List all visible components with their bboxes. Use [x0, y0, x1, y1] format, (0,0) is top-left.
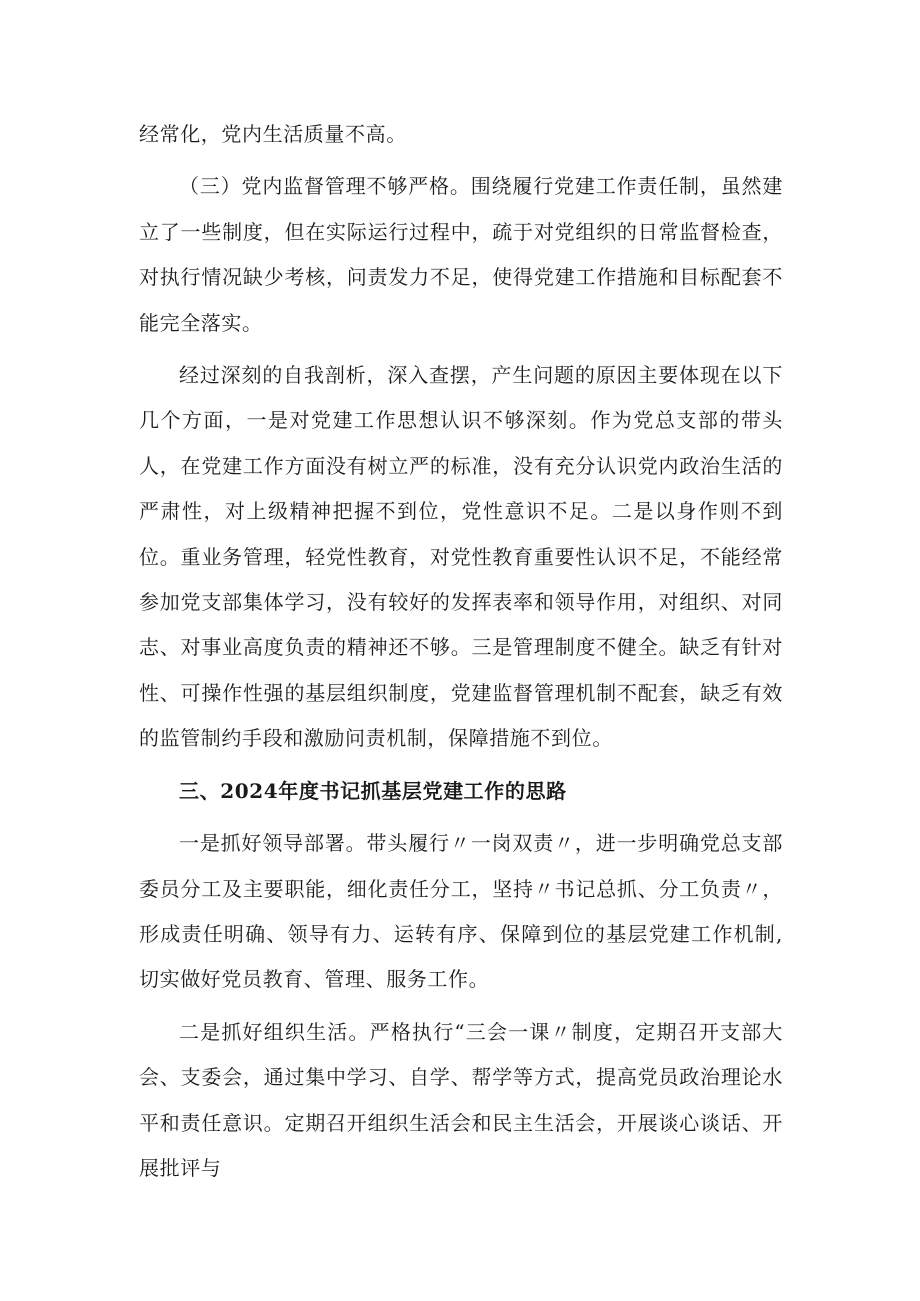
paragraph-supervision: （三）党内监督管理不够严格。围绕履行党建工作责任制，虽然建立了一些制度，但在实际运行过程中，疏于对党组织的日常监督检查，对执行情况缺少考核，问责发力不足，使得党建工作措施和目标配套不能完全落实。 — [139, 174, 783, 335]
section-heading: 三、2024年度书记抓基层党建工作的思路 — [179, 778, 567, 803]
paragraph-leadership: 一是抓好领导部署。带头履行〃一岗双责〃，进一步明确党总支部委员分工及主要职能，细化责任分工，坚持〃书记总抓、分工负责〃，形成责任明确、领导有力、运转有序、保障到位的基层党建工作机制,切实做好党员教育、管理、服务工作。 — [139, 831, 783, 992]
paragraph-organization-life: 二是抓好组织生活。严格执行“三会一课〃制度，定期召开支部大会、支委会，通过集中学习、自学、帮学等方式，提高党员政治理论水平和责任意识。定期召开组织生活会和民主生活会，开展谈心谈话、开展批评与 — [139, 1019, 783, 1180]
paragraph-cause-analysis: 经过深刻的自我剖析，深入查摆，产生问题的原因主要体现在以下几个方面，一是对党建工作思想认识不够深刻。作为党总支部的带头人，在党建工作方面没有树立严的标准，没有充分认识党内政治生活的严肃性，对上级精神把握不到位，党性意识不足。二是以身作则不到位。重业务管理，轻党性教育，对党性教育重要性认识不足，不能经常参加党支部集体学习，没有较好的发挥表率和领导作用，对组织、对同志、对事业高度负责的精神还不够。三是管理制度不健全。缺乏有针对性、可操作性强的基层组织制度，党建监督管理机制不配套，缺乏有效的监管制约手段和激励问责机制，保障措施不到位。 — [139, 363, 783, 751]
paragraph-continuation: 经常化，党内生活质量不高。 — [139, 122, 407, 146]
document-body — [139, 112, 783, 1191]
